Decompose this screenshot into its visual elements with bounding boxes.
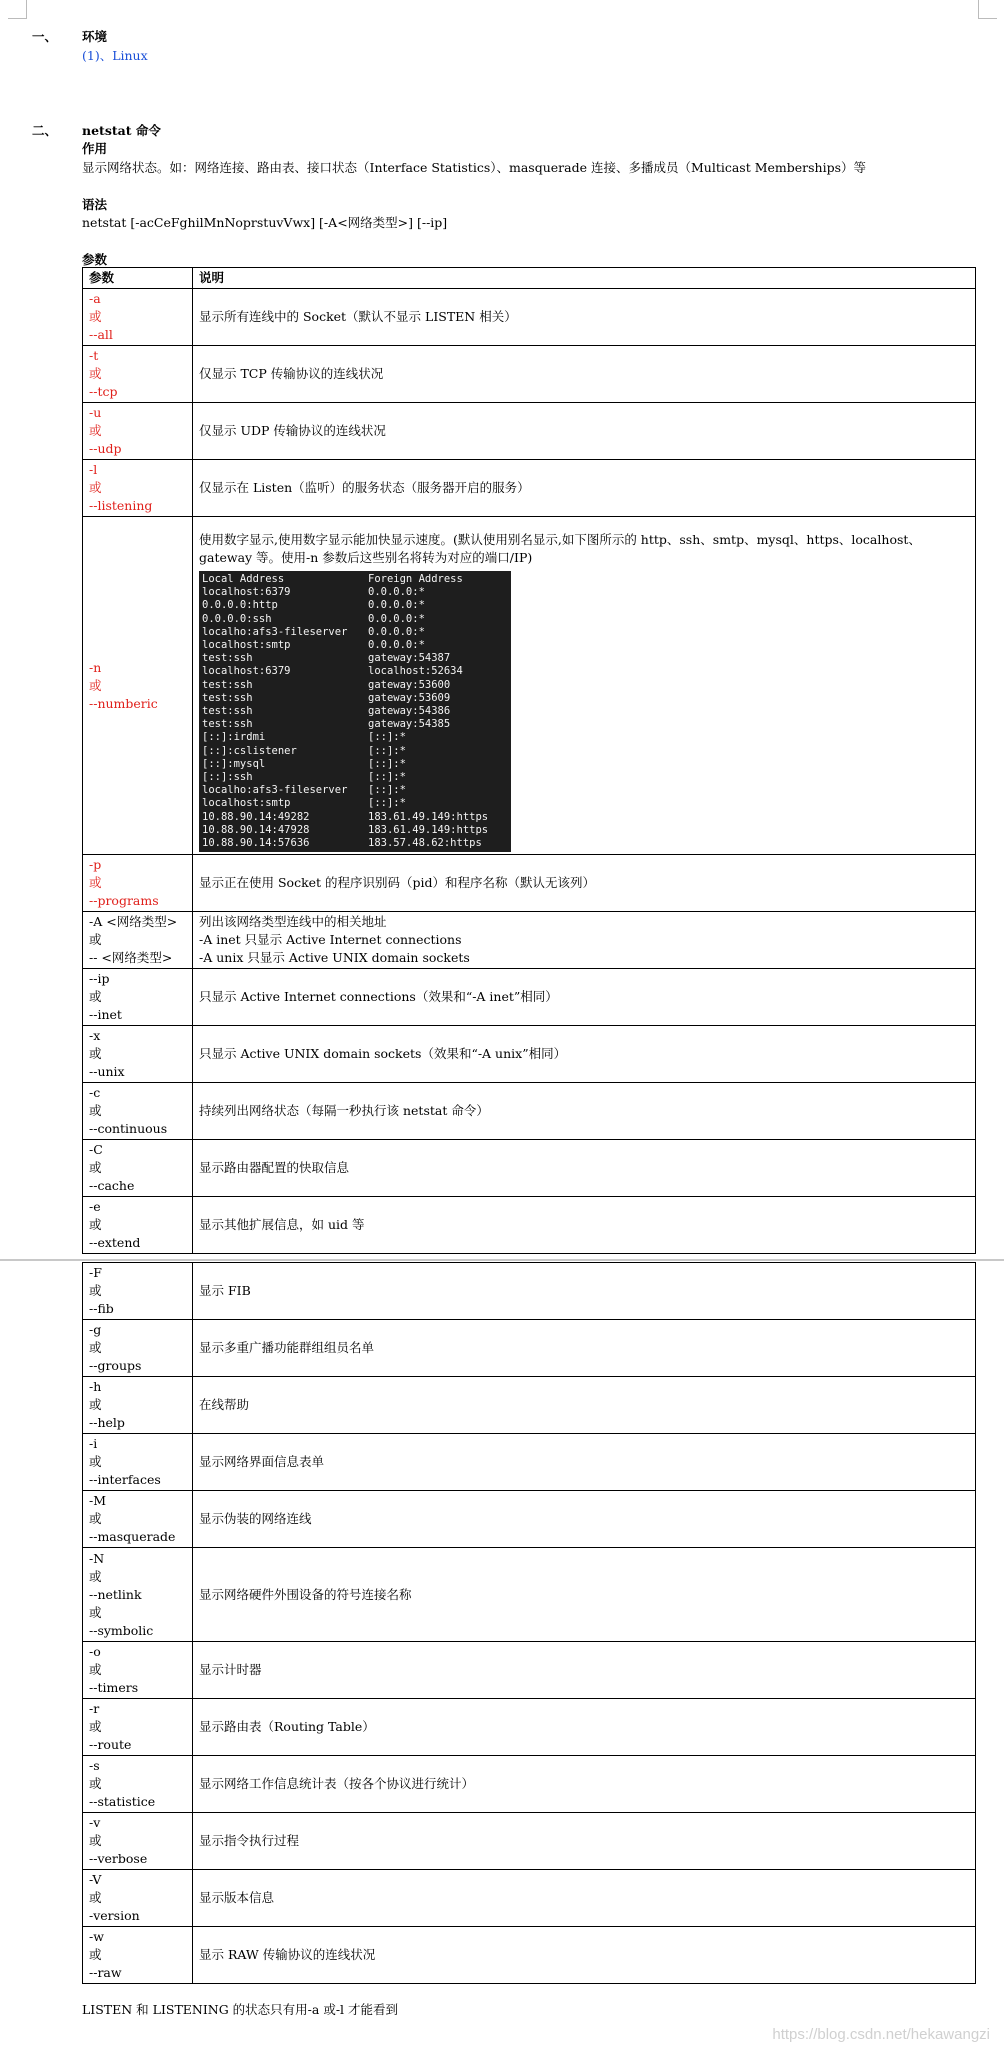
desc-line: 列出该网络类型连线中的相关地址 [199,914,387,930]
param-name: 或 [89,1454,102,1469]
param-cell [83,1197,193,1254]
param-name: 或 [89,989,102,1005]
param-name: -t [89,348,99,363]
page-break [0,1259,1004,1261]
terminal-row [202,824,508,837]
param-name: 或 [89,1776,102,1791]
desc-text: 显示所有连线中的 Socket（默认不显示 LISTEN 相关） [199,309,517,324]
desc-cell [193,1197,976,1254]
terminal-local-address: 10.88.90.14:49282 [202,810,310,823]
param-name: 或 [89,1283,102,1298]
param-cell [83,1642,193,1699]
terminal-foreign-address: gateway:54385 [368,718,451,731]
desc-text: 显示网络硬件外围设备的符号连接名称 [199,1586,412,1602]
param-cell [83,1434,193,1491]
param-cell [83,346,193,403]
desc-line: -A inet 只显示 Active Internet connections [199,932,462,948]
param-name: -A <网络类型> [89,914,178,930]
header-desc: 说明 [193,268,976,289]
table-row [83,1377,976,1434]
desc-cell [193,1434,976,1491]
desc-cell [193,1377,976,1434]
param-name: --programs [89,893,159,909]
terminal-header-row [202,573,508,586]
param-name: -e [89,1199,101,1215]
terminal-row [202,705,508,718]
table-row [83,1756,976,1813]
param-cell [83,1026,193,1083]
terminal-foreign-address: gateway:54387 [368,652,451,665]
table-row [83,1140,976,1197]
desc-text: 只显示 Active UNIX domain sockets（效果和“-A unix”相同） [199,1046,567,1062]
param-cell [83,1377,193,1434]
usage-text: 显示网络状态。如：网络连接、路由表、接口状态（Interface Statistics）、masquerade 连接、多播成员（Multicast Memberships）等 [82,160,867,175]
param-name: -V [89,1872,102,1887]
desc-cell [193,855,976,912]
param-name: --inet [89,1007,122,1023]
param-name: --help [89,1415,125,1430]
table-row [83,1083,976,1140]
terminal-local-address: 10.88.90.14:57636 [202,837,310,850]
terminal-local-address: test:ssh [202,652,253,665]
param-name: -c [89,1085,101,1101]
terminal-foreign-address: 0.0.0.0:* [368,612,425,625]
desc-text: 持续列出网络状态（每隔一秒执行该 netstat 命令） [199,1103,489,1119]
desc-text: 使用数字显示,使用数字显示能加快显示速度。(默认使用别名显示,如下图所示的 http、ssh、smtp、mysql、https、localhost、gateway 等。使用-n 参数后这些别名将转为对应的端口/IP) [199,532,921,565]
desc-cell [193,1026,976,1083]
terminal-foreign-address: 183.61.49.149:https [368,823,489,836]
desc-cell [193,1699,976,1756]
param-name: -w [89,1929,104,1944]
param-name: --timers [89,1680,139,1695]
param-name: -n [89,659,102,675]
terminal-local-address: test:ssh [202,705,253,718]
param-name: --interfaces [89,1472,161,1487]
param-name: 或 [89,1890,102,1905]
param-cell [83,1870,193,1927]
desc-text: 在线帮助 [199,1397,250,1412]
params-table [82,267,976,1254]
param-name: -F [89,1265,102,1280]
param-cell [83,517,193,855]
param-cell [83,403,193,460]
table-row [83,912,976,969]
param-name: -C [89,1142,103,1158]
table-row [83,969,976,1026]
desc-cell [193,1083,976,1140]
terminal-row [202,784,508,797]
terminal-foreign-address: 0.0.0.0:* [368,625,425,638]
param-name: 或 [89,1568,102,1584]
param-cell [83,1140,193,1197]
param-name: 或 [89,677,102,693]
param-name: --masquerade [89,1529,176,1544]
param-cell [83,1083,193,1140]
param-name: -u [89,405,102,420]
desc-text: 仅显示 TCP 传输协议的连线状况 [199,366,384,381]
terminal-row [202,797,508,810]
desc-text: 显示多重广播功能群组组员名单 [199,1340,375,1355]
param-name: -g [89,1322,102,1337]
desc-text: 显示正在使用 Socket 的程序识别码（pid）和程序名称（默认无该列） [199,875,596,891]
desc-cell [193,1756,976,1813]
param-name: 或 [89,309,102,324]
terminal-foreign-address: [::]:* [368,757,406,770]
param-name: -h [89,1379,102,1394]
terminal-row [202,665,508,678]
table-row [83,1263,976,1320]
terminal-local-address: localhost:smtp [202,797,291,810]
param-name: --udp [89,441,122,456]
table-row [83,1927,976,1984]
terminal-local-address: 10.88.90.14:47928 [202,823,310,836]
param-name: -v [89,1815,101,1830]
param-name: -s [89,1758,100,1773]
terminal-local-address: localho:afs3-fileserver [202,784,348,797]
param-name: --continuous [89,1121,168,1137]
table-row [83,1813,976,1870]
desc-text: 显示路由表（Routing Table） [199,1719,375,1734]
param-cell [83,1756,193,1813]
terminal-row [202,626,508,639]
terminal-foreign-address: gateway:53600 [368,678,451,691]
section-2-number: 二、 [32,123,58,138]
param-cell [83,1699,193,1756]
section-2-title: netstat 命令 [82,123,161,138]
terminal-row [202,811,508,824]
terminal-row [202,731,508,744]
desc-cell [193,517,976,855]
param-name: 或 [89,1604,102,1620]
table-row [83,1548,976,1642]
param-name: -a [89,291,101,306]
terminal-foreign-address: localhost:52634 [368,665,463,678]
param-name: -p [89,857,102,873]
table-row [83,1870,976,1927]
param-name: --groups [89,1358,142,1373]
terminal-row [202,613,508,626]
param-name: 或 [89,1719,102,1734]
terminal-row [202,679,508,692]
terminal-foreign-address: 183.57.48.62:https [368,837,482,850]
footer-note: LISTEN 和 LISTENING 的状态只有用-a 或-l 才能看到 [82,2002,399,2017]
section-1-title: 环境 [82,29,108,44]
param-name: 或 [89,1662,102,1677]
terminal-row [202,718,508,731]
param-name: -o [89,1644,101,1659]
table-row [83,1026,976,1083]
terminal-local-address: test:ssh [202,691,253,704]
terminal-foreign-address: 183.61.49.149:https [368,810,489,823]
desc-cell [193,346,976,403]
param-name: 或 [89,1103,102,1119]
header-param: 参数 [83,268,193,289]
param-cell [83,1320,193,1377]
param-name: -M [89,1493,107,1508]
desc-text: 仅显示在 Listen（监听）的服务状态（服务器开启的服务） [199,480,530,495]
table-row [83,1491,976,1548]
table-row [83,289,976,346]
terminal-local-address: [::]:irdmi [202,731,266,744]
param-cell [83,1927,193,1984]
terminal-screenshot [199,571,511,852]
syntax-heading: 语法 [82,197,108,212]
desc-text: 显示伪装的网络连线 [199,1511,312,1526]
terminal-row [202,771,508,784]
param-name: -version [89,1908,140,1923]
param-name: 或 [89,480,102,495]
param-name: --ip [89,971,110,987]
params-table-continued [82,1262,976,1984]
param-cell [83,855,193,912]
table-row [83,1320,976,1377]
terminal-local-address: localhost:6379 [202,586,291,599]
param-name: 或 [89,1340,102,1355]
terminal-foreign-address: [::]:* [368,731,406,744]
desc-cell [193,1320,976,1377]
desc-cell [193,1927,976,1984]
param-name: --verbose [89,1851,148,1866]
terminal-row [202,745,508,758]
desc-cell [193,1491,976,1548]
param-cell [83,460,193,517]
table-row [83,346,976,403]
param-cell [83,1813,193,1870]
param-name: 或 [89,932,102,948]
terminal-col-local: Local Address [202,573,285,585]
terminal-local-address: localhost:6379 [202,665,291,678]
terminal-foreign-address: gateway:54386 [368,705,451,718]
terminal-local-address: [::]:cslistener [202,744,297,757]
table-row [83,517,976,855]
terminal-row [202,599,508,612]
param-name: 或 [89,366,102,381]
page-corner-mark [978,0,997,19]
desc-text: 显示其他扩展信息，如 uid 等 [199,1217,365,1233]
section-1-number: 一、 [32,29,58,44]
terminal-local-address: localho:afs3-fileserver [202,625,348,638]
table-row [83,460,976,517]
param-name: --cache [89,1178,135,1194]
desc-text: 仅显示 UDP 传输协议的连线状况 [199,423,386,438]
terminal-local-address: 0.0.0.0:ssh [202,612,272,625]
terminal-local-address: 0.0.0.0:http [202,599,278,612]
terminal-foreign-address: [::]:* [368,797,406,810]
desc-cell [193,912,976,969]
desc-cell [193,460,976,517]
desc-cell [193,1642,976,1699]
param-name: --symbolic [89,1622,154,1638]
desc-text: 显示指令执行过程 [199,1833,300,1848]
terminal-local-address: [::]:mysql [202,757,266,770]
terminal-foreign-address: [::]:* [368,744,406,757]
table-row [83,855,976,912]
param-name: --route [89,1737,132,1752]
terminal-row [202,837,508,850]
param-name: --raw [89,1965,122,1980]
param-name: 或 [89,423,102,438]
table-row [83,1642,976,1699]
desc-text: 显示路由器配置的快取信息 [199,1160,350,1176]
param-name: -l [89,462,98,477]
terminal-row [202,639,508,652]
desc-cell [193,289,976,346]
watermark: https://blog.csdn.net/hekawangzi [772,2026,990,2043]
param-name: 或 [89,1217,102,1233]
param-name: --unix [89,1064,125,1080]
terminal-row [202,758,508,771]
desc-text: 显示网络工作信息统计表（按各个协议进行统计） [199,1776,475,1791]
param-cell [83,969,193,1026]
desc-cell [193,1263,976,1320]
terminal-row [202,692,508,705]
usage-heading: 作用 [82,141,108,156]
param-cell [83,1491,193,1548]
terminal-local-address: test:ssh [202,718,253,731]
desc-cell [193,1813,976,1870]
params-heading: 参数 [82,252,108,267]
param-cell [83,912,193,969]
terminal-foreign-address: 0.0.0.0:* [368,599,425,612]
param-name: -N [89,1550,105,1566]
desc-text: 显示版本信息 [199,1890,275,1905]
terminal-row [202,586,508,599]
param-name: 或 [89,1397,102,1412]
syntax-text: netstat [-acCeFghilMnNoprstuvVwx] [-A<网络类型>] [--ip] [82,215,448,230]
desc-text: 显示 RAW 传输协议的连线状况 [199,1947,376,1962]
page-2 [0,1262,1004,2051]
terminal-foreign-address: [::]:* [368,771,406,784]
terminal-local-address: test:ssh [202,678,253,691]
param-name: 或 [89,1046,102,1062]
param-name: --statistice [89,1794,156,1809]
desc-cell [193,969,976,1026]
section-1-item: (1)、Linux [82,48,148,63]
desc-text: 显示 FIB [199,1283,251,1298]
terminal-local-address: [::]:ssh [202,771,253,784]
desc-text: 显示计时器 [199,1662,262,1677]
terminal-foreign-address: 0.0.0.0:* [368,639,425,652]
param-name: --extend [89,1235,141,1251]
param-cell [83,1548,193,1642]
desc-cell [193,1140,976,1197]
param-name: --listening [89,498,153,513]
table-row [83,1197,976,1254]
param-name: --numberic [89,695,158,711]
param-name: --tcp [89,384,118,399]
terminal-local-address: localhost:smtp [202,639,291,652]
param-name: --all [89,327,113,342]
param-name: -i [89,1436,98,1451]
terminal-row [202,652,508,665]
param-name: --fib [89,1301,114,1316]
param-name: -- <网络类型> [89,950,173,966]
terminal-foreign-address: gateway:53609 [368,691,451,704]
desc-cell [193,403,976,460]
param-name: 或 [89,1511,102,1526]
param-cell [83,289,193,346]
param-cell [83,1263,193,1320]
param-name: --netlink [89,1586,142,1602]
table-row [83,1434,976,1491]
param-name: -x [89,1028,101,1044]
table-row [83,403,976,460]
terminal-col-foreign: Foreign Address [368,573,463,585]
table-header-row [83,268,976,289]
param-name: 或 [89,875,102,891]
param-name: 或 [89,1160,102,1176]
terminal-foreign-address: [::]:* [368,784,406,797]
terminal-foreign-address: 0.0.0.0:* [368,586,425,599]
param-name: 或 [89,1947,102,1962]
param-name: -r [89,1701,100,1716]
page-corner-mark [8,0,27,19]
table-row [83,1699,976,1756]
desc-text: 显示网络界面信息表单 [199,1454,325,1469]
desc-cell [193,1548,976,1642]
desc-text: 只显示 Active Internet connections（效果和“-A inet”相同） [199,989,558,1005]
desc-cell [193,1870,976,1927]
desc-line: -A unix 只显示 Active UNIX domain sockets [199,950,470,966]
param-name: 或 [89,1833,102,1848]
